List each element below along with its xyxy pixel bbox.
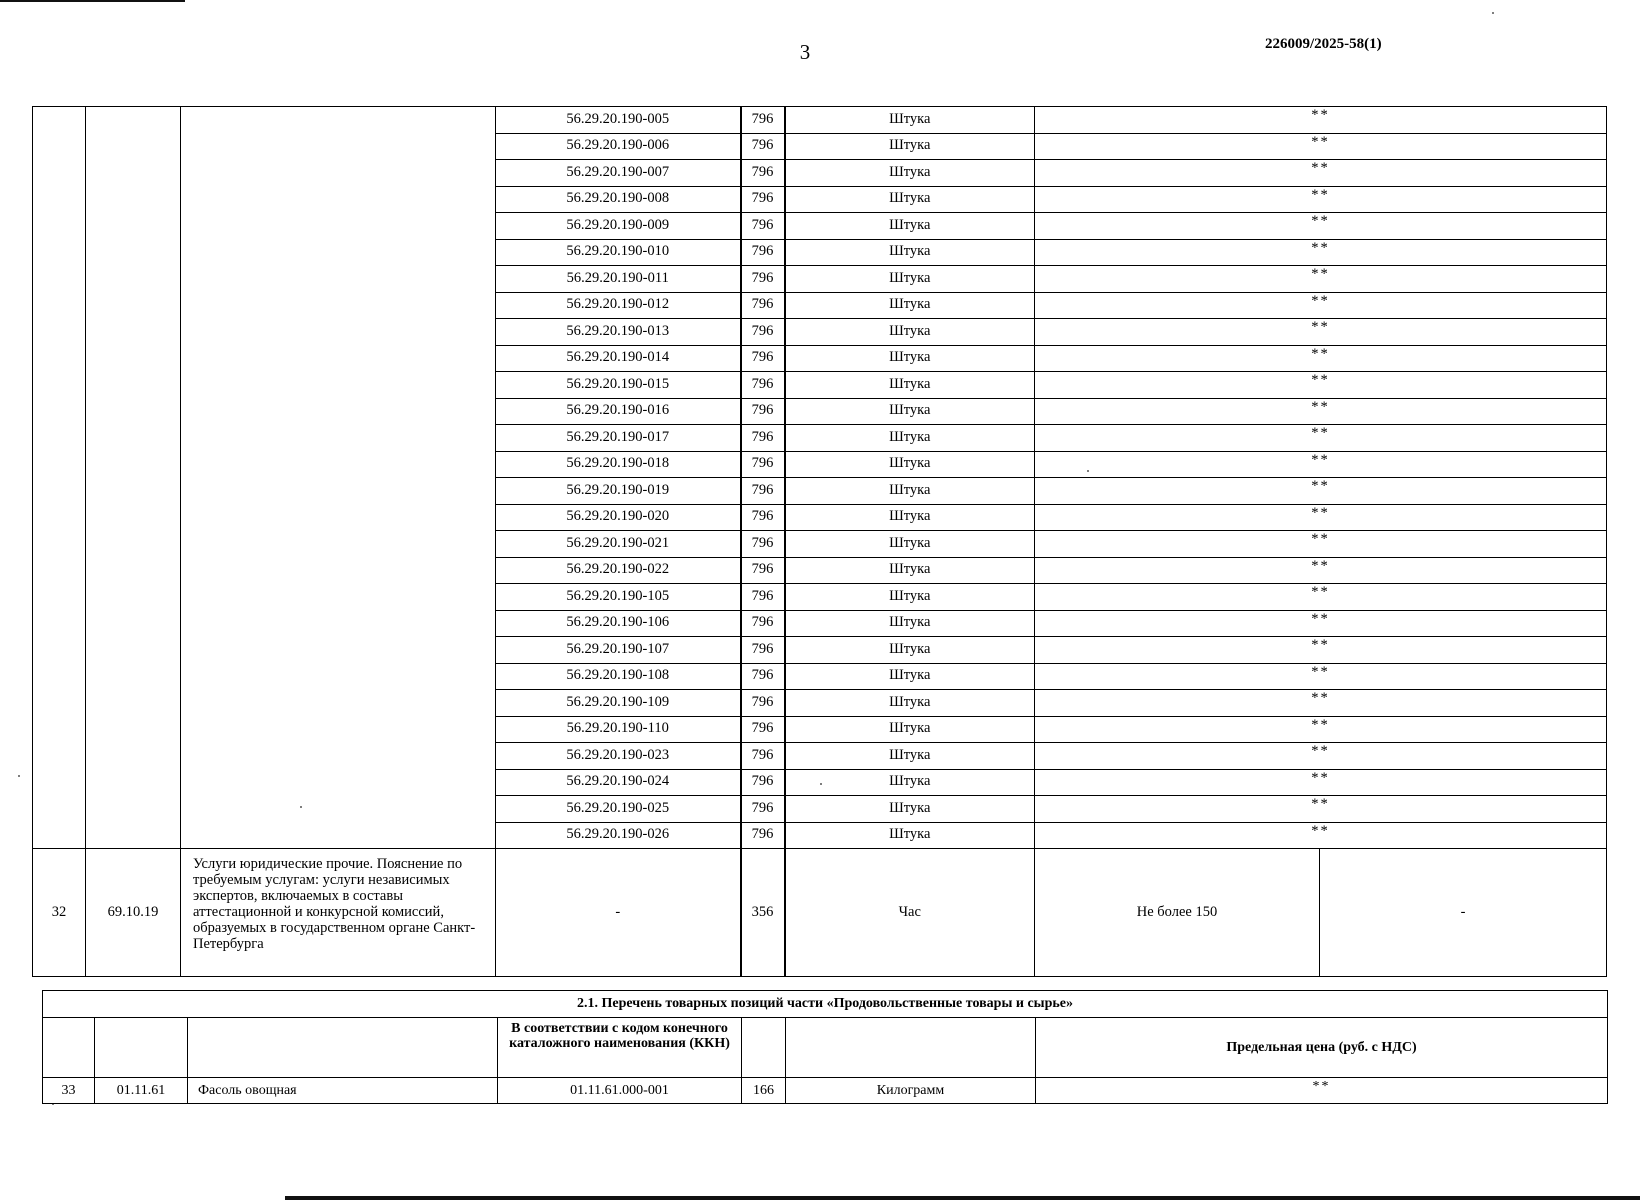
kkn-code: 56.29.20.190-026 [496,822,741,849]
kkn-code: 56.29.20.190-021 [496,531,741,558]
kkn-code: 56.29.20.190-007 [496,160,741,187]
okei-code: 796 [741,796,785,823]
unit: Штука [785,266,1035,293]
kkn-code: 56.29.20.190-014 [496,345,741,372]
unit: Штука [785,425,1035,452]
okei-code: 796 [741,239,785,266]
okei-code: 796 [741,690,785,717]
price: ** [1035,557,1607,584]
price: ** [1035,584,1607,611]
kkn-code: 56.29.20.190-012 [496,292,741,319]
kkn-code: 56.29.20.190-015 [496,372,741,399]
item-description-cell [181,107,496,849]
unit: Штука [785,398,1035,425]
unit: Штука [785,478,1035,505]
price: ** [1035,372,1607,399]
unit: Штука [785,557,1035,584]
okei-code: 796 [741,372,785,399]
header-kkn: В соответствии с кодом конечного каталожного наименования (ККН) [498,1018,742,1078]
unit: Штука [785,372,1035,399]
items-table [32,106,1607,977]
kkn-code: 56.29.20.190-010 [496,239,741,266]
price: ** [1035,107,1607,134]
unit: Штука [785,345,1035,372]
price: ** [1035,266,1607,293]
price: ** [1035,637,1607,664]
unit: Штука [785,822,1035,849]
unit: Штука [785,610,1035,637]
table-row [43,1078,1608,1104]
okpd-code: 01.11.61 [95,1078,188,1104]
price: - [1320,849,1607,977]
table-row [33,849,1607,977]
okei-code: 796 [741,557,785,584]
unit: Штука [785,186,1035,213]
row-number: 32 [33,849,86,977]
price: ** [1035,478,1607,505]
scan-edge-bottom [285,1196,1640,1200]
kkn-code: 56.29.20.190-023 [496,743,741,770]
unit: Штука [785,796,1035,823]
price: ** [1035,504,1607,531]
unit: Штука [785,690,1035,717]
unit: Штука [785,292,1035,319]
unit: Штука [785,160,1035,187]
unit: Штука [785,769,1035,796]
okei-code: 796 [741,478,785,505]
header-cell-unit [786,1018,1036,1078]
kkn-code: 56.29.20.190-106 [496,610,741,637]
unit: Штука [785,133,1035,160]
okei-code: 796 [741,769,785,796]
price: ** [1035,239,1607,266]
okei-code: 796 [741,584,785,611]
kkn-code: 56.29.20.190-105 [496,584,741,611]
price: ** [1035,822,1607,849]
scan-edge-top [0,0,185,2]
header-cell-okpd [95,1018,188,1078]
price: ** [1035,345,1607,372]
kkn-code: 56.29.20.190-109 [496,690,741,717]
kkn-code: 56.29.20.190-005 [496,107,741,134]
unit: Штука [785,584,1035,611]
scan-speck [1492,12,1494,14]
price: ** [1035,769,1607,796]
price: ** [1035,398,1607,425]
kkn-code: 56.29.20.190-016 [496,398,741,425]
unit: Штука [785,504,1035,531]
price: ** [1035,743,1607,770]
unit: Штука [785,531,1035,558]
price: ** [1035,531,1607,558]
kkn-code: 56.29.20.190-018 [496,451,741,478]
kkn-code: 56.29.20.190-008 [496,186,741,213]
unit: Штука [785,716,1035,743]
okei-code: 166 [742,1078,786,1104]
row-number: 33 [43,1078,95,1104]
header-cell-name [188,1018,498,1078]
okei-code: 356 [741,849,785,977]
okei-code: 796 [741,186,785,213]
price: ** [1035,451,1607,478]
okpd-code-cell [86,107,181,849]
kkn-code: 56.29.20.190-110 [496,716,741,743]
unit: Штука [785,239,1035,266]
row-number-cell [33,107,86,849]
kkn-code: 56.29.20.190-025 [496,796,741,823]
okei-code: 796 [741,160,785,187]
okei-code: 796 [741,398,785,425]
okei-code: 796 [741,292,785,319]
okei-code: 796 [741,451,785,478]
unit: Штука [785,107,1035,134]
price: ** [1035,213,1607,240]
unit: Штука [785,319,1035,346]
table-row [33,107,1607,134]
food-section-table [42,990,1608,1104]
price: ** [1035,716,1607,743]
price: ** [1035,663,1607,690]
header-cell-num [43,1018,95,1078]
header-price: Предельная цена (руб. с НДС) [1036,1018,1608,1078]
kkn-code: 56.29.20.190-009 [496,213,741,240]
unit: Штука [785,451,1035,478]
price: ** [1035,133,1607,160]
document-id: 226009/2025-58(1) [1265,36,1382,52]
kkn-code: 56.29.20.190-107 [496,637,741,664]
okei-code: 796 [741,345,785,372]
okei-code: 796 [741,822,785,849]
price: ** [1036,1078,1608,1104]
okei-code: 796 [741,319,785,346]
page-number: 3 [799,40,811,64]
price: ** [1035,610,1607,637]
okei-code: 796 [741,663,785,690]
kkn-code: 56.29.20.190-019 [496,478,741,505]
item-description: Фасоль овощная [188,1078,498,1104]
kkn-code: 56.29.20.190-020 [496,504,741,531]
price: ** [1035,160,1607,187]
okei-code: 796 [741,266,785,293]
okpd-code: 69.10.19 [86,849,181,977]
kkn-code: 56.29.20.190-017 [496,425,741,452]
kkn-code: - [496,849,741,977]
price: ** [1035,796,1607,823]
okei-code: 796 [741,133,785,160]
unit: Час [785,849,1035,977]
price: ** [1035,319,1607,346]
header-cell-okei [742,1018,786,1078]
unit: Штука [785,743,1035,770]
kkn-code: 01.11.61.000-001 [498,1078,742,1104]
kkn-code: 56.29.20.190-013 [496,319,741,346]
price: ** [1035,292,1607,319]
unit: Штука [785,663,1035,690]
okei-code: 796 [741,425,785,452]
quantity: Не более 150 [1035,849,1320,977]
okei-code: 796 [741,716,785,743]
unit: Штука [785,637,1035,664]
scan-speck [18,775,20,777]
kkn-code: 56.29.20.190-022 [496,557,741,584]
kkn-code: 56.29.20.190-108 [496,663,741,690]
section-title: 2.1. Перечень товарных позиций части «Продовольственные товары и сырье» [43,991,1608,1018]
item-description: Услуги юридические прочие. Пояснение по требуемым услугам: услуги независимых экспертов, включаемых в составы аттестационной и конкурсной комиссий, образуемых в государственном органе Санкт-Петербурга [181,849,496,977]
kkn-code: 56.29.20.190-024 [496,769,741,796]
unit: Килограмм [786,1078,1036,1104]
kkn-code: 56.29.20.190-006 [496,133,741,160]
price: ** [1035,425,1607,452]
price: ** [1035,186,1607,213]
price: ** [1035,690,1607,717]
okei-code: 796 [741,743,785,770]
okei-code: 796 [741,531,785,558]
okei-code: 796 [741,610,785,637]
unit: Штука [785,213,1035,240]
okei-code: 796 [741,637,785,664]
okei-code: 796 [741,107,785,134]
okei-code: 796 [741,213,785,240]
kkn-code: 56.29.20.190-011 [496,266,741,293]
okei-code: 796 [741,504,785,531]
